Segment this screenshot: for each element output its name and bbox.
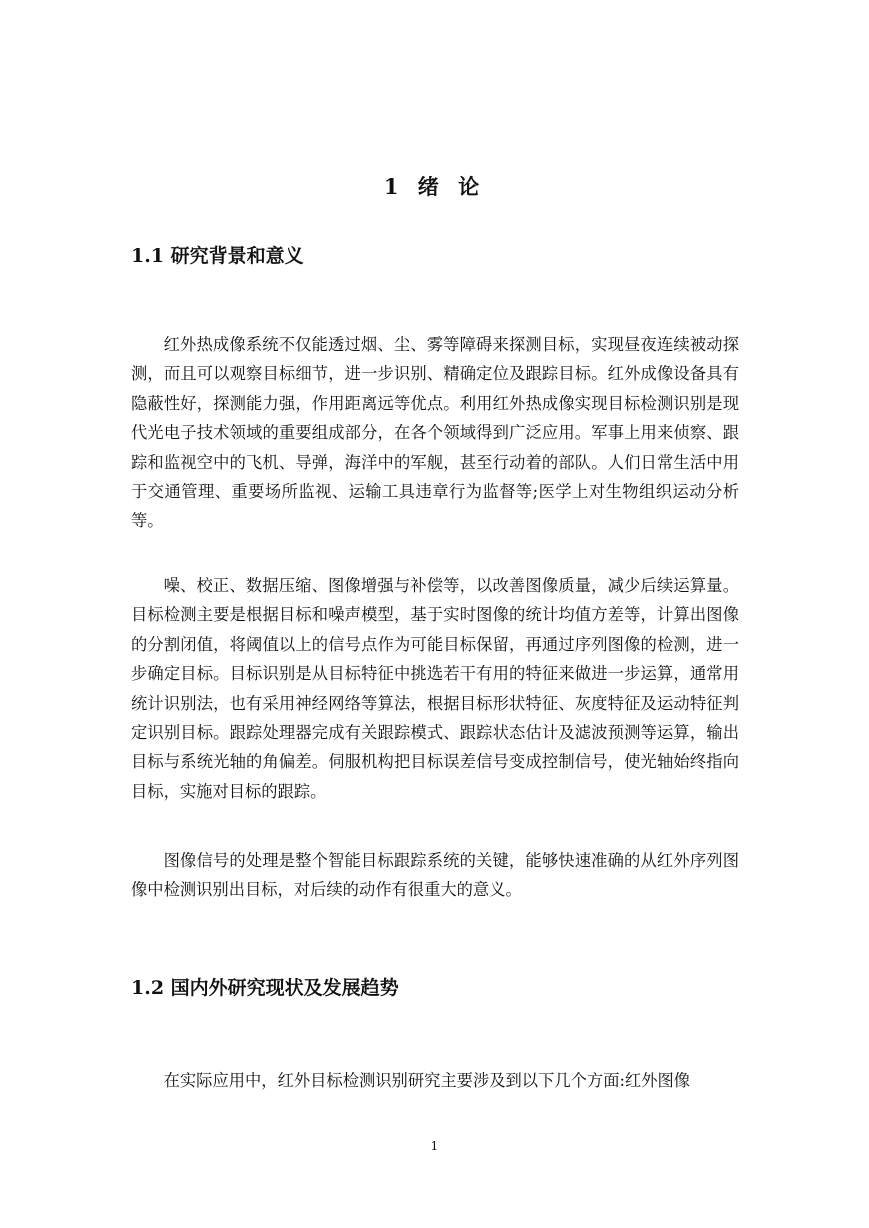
- paragraph-background-3: 图像信号的处理是整个智能目标跟踪系统的关键，能够快速准确的从红外序列图像中检测识别出目标，对后续的动作有很重大的意义。: [131, 851, 739, 900]
- paragraph-background-2: 噪、校正、数据压缩、图像增强与补偿等，以改善图像质量，减少后续运算量。目标检测主要是根据目标和噪声模型，基于实时图像的统计均值方差等，计算出图像的分割闭值，将阈值以上的信号点作为可能目标保留，再通过序列图像的检测，进一步确定目标。目标识别是从目标特征中挑选若干有用的特征来做进一步运算，通常用统计识别法，也有采用神经网络等算法，根据目标形状特征、灰度特征及运动特征判定识别目标。跟踪处理器完成有关跟踪模式、跟踪状态估计及滤波预测等运算，输出目标与系统光轴的角偏差。伺服机构把目标误差信号变成控制信号，使光轴始终指向目标，实施对目标的跟踪。: [131, 576, 739, 801]
- paragraph-background-1: 红外热成像系统不仅能透过烟、尘、雾等障碍来探测目标，实现昼夜连续被动探测，而且可以观察目标细节，进一步识别、精确定位及跟踪目标。红外成像设备具有隐蔽性好，探测能力强，作用距离远等优点。利用红外热成像实现目标检测识别是现代光电子技术领域的重要组成部分，在各个领域得到广泛应用。军事上用来侦察、跟踪和监视空中的飞机、导弹，海洋中的军舰，甚至行动着的部队。人们日常生活中用于交通管理、重要场所监视、运输工具违章行为监督等;医学上对生物组织运动分析等。: [131, 335, 739, 531]
- section-heading-1-2: 1.2 国内外研究现状及发展趋势: [131, 977, 399, 999]
- section-heading-1-1: 1.1 研究背景和意义: [131, 245, 304, 267]
- paragraph-status-1: 在实际应用中，红外目标检测识别研究主要涉及到以下几个方面:红外图像: [163, 1071, 691, 1090]
- page-number: 1: [430, 1139, 439, 1153]
- chapter-title: 1 绪 论: [383, 174, 486, 199]
